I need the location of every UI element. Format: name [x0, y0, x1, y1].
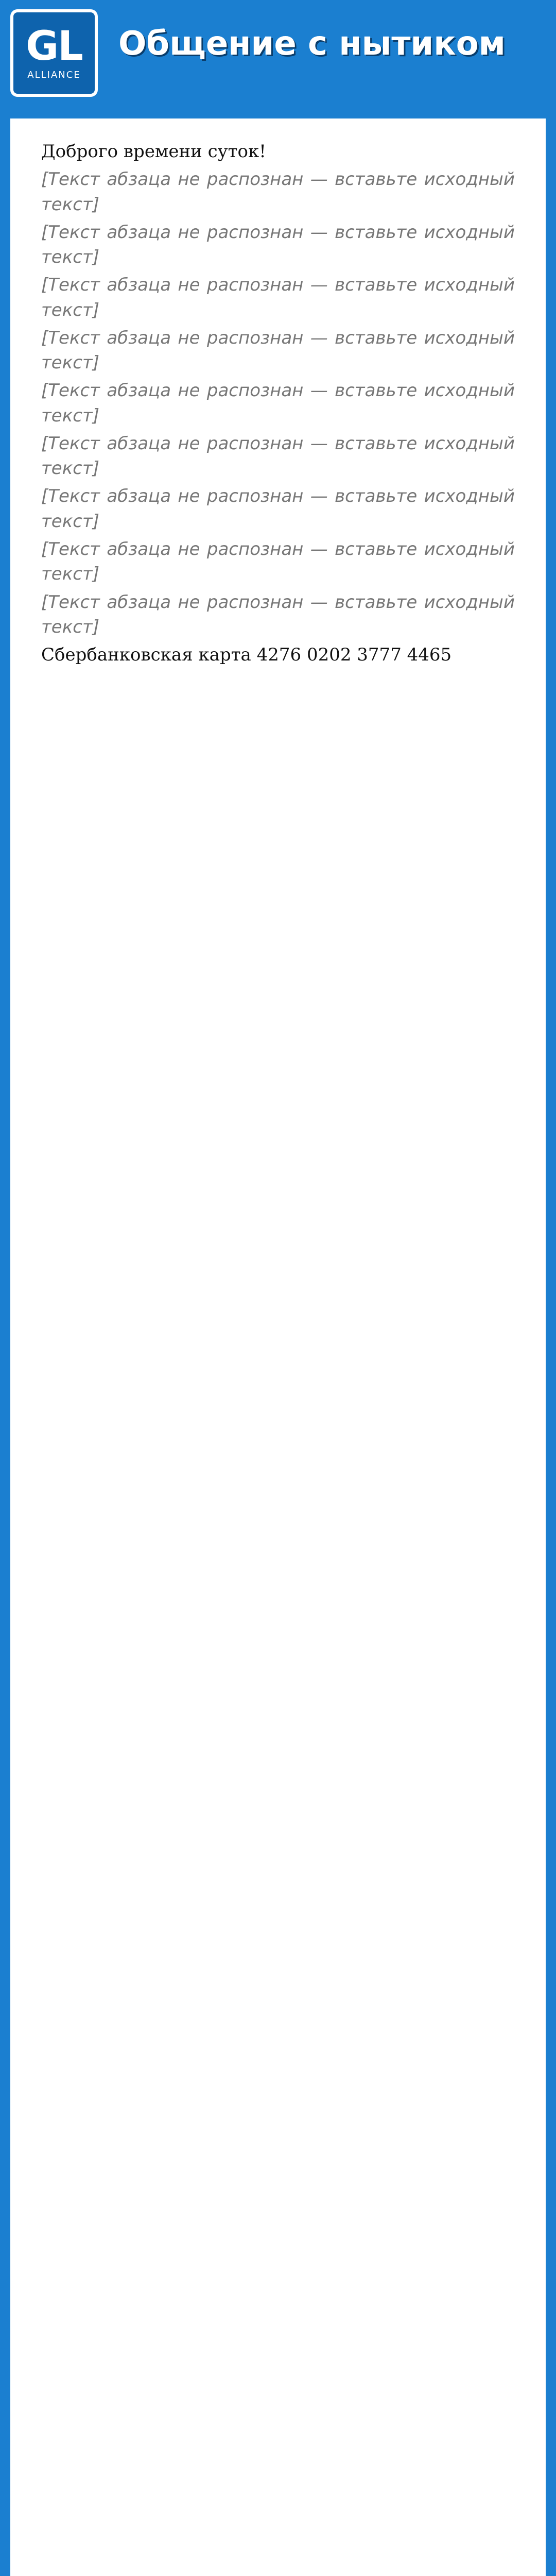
paragraph: [Текст абзаца не распознан — вставьте исходный текст]	[41, 591, 520, 637]
logo-sub: ALLIANCE	[27, 69, 81, 80]
paragraph: [Текст абзаца не распознан — вставьте исходный текст]	[41, 486, 520, 532]
paragraph: Доброго времени суток!	[41, 141, 266, 162]
header	[0, 0, 556, 108]
paragraph: [Текст абзаца не распознан — вставьте исходный текст]	[41, 169, 520, 215]
paragraph: [Текст абзаца не распознан — вставьте исходный текст]	[41, 538, 520, 585]
paragraph: [Текст абзаца не распознан — вставьте исходный текст]	[41, 433, 520, 479]
page-title: Общение с нытиком	[118, 25, 506, 63]
logo-main: GL	[26, 23, 82, 70]
content	[10, 118, 546, 2576]
paragraph: [Текст абзаца не распознан — вставьте исходный текст]	[41, 380, 520, 426]
paragraph: [Текст абзаца не распознан — вставьте исходный текст]	[41, 222, 520, 268]
paragraphs	[41, 139, 520, 667]
paragraph: [Текст абзаца не распознан — вставьте исходный текст]	[41, 275, 520, 320]
logo	[10, 9, 98, 97]
paragraph: Сбербанковская карта 4276 0202 3777 4465	[41, 645, 452, 666]
paragraph: [Текст абзаца не распознан — вставьте исходный текст]	[41, 327, 520, 374]
